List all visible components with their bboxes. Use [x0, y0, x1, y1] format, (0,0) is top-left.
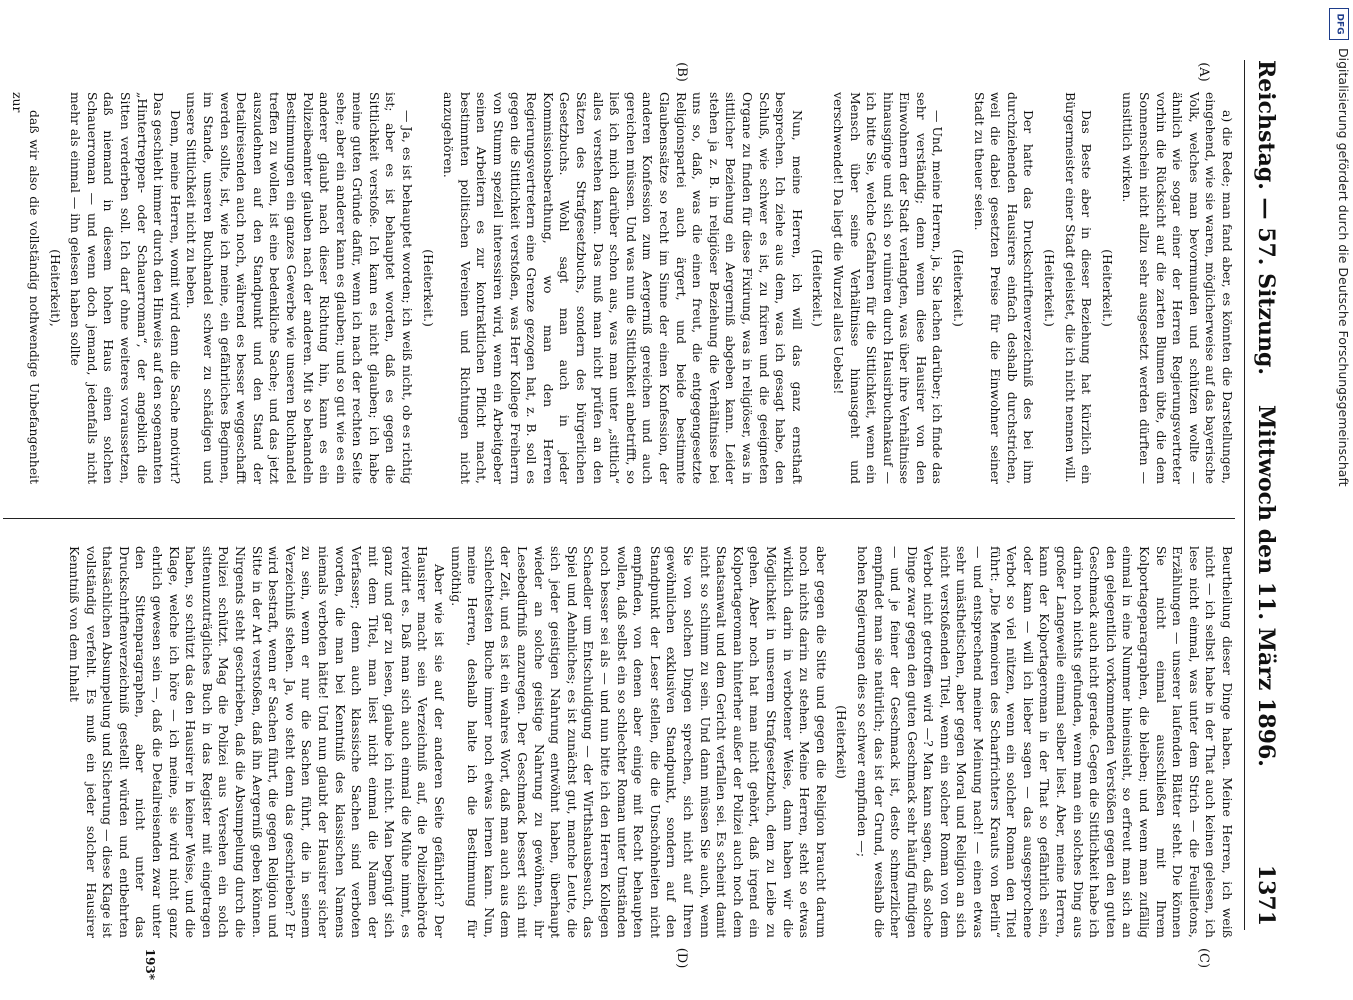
stage-direction: (Heiterkeit.)	[1042, 249, 1058, 327]
page-number: 1371	[1253, 864, 1279, 926]
dfg-logo-text: DFG	[1334, 13, 1345, 35]
paragraph: — Ja, es ist behauptet worden; ich weiß nicht, ob es richtig ist; aber es ist behauptet worden, daß es gegen die Sittlichkeit verstoße. Ich kann es nicht glauben; ich habe meine guten Gründe dafür, wenn ich nach der rechten Seite sehe; aber ein anderer kann es glauben; und so gut wie es ein anderer glaubt nach dieser Richtung hin, kann es ein Polizeibeamter glauben nach der anderen. Mit so behandeln Bestimmungen ein ganzes Gewerbe wie unseren Buchhandel treffen zu wollen, ist eine bedenkliche Sache; und das jetzt auszudehnen auf den Standpunkt und den Stand der Detailreisenden auch noch, während es besser weggeschafft werden sollte, ist, wie ich meine, ein gefährliches Beginnen, im Stande, unseren Buchhandel schwer zu schädigen und unsere Sittlichkeit nicht zu heben.	[184, 92, 416, 484]
margin-marker-d: (D)	[674, 947, 689, 969]
dfg-logo	[1329, 8, 1349, 40]
paragraph: Aber wie ist sie auf der anderen Seite gefährlich? Der Hausirer macht sein Verzeichniß auf, die Polizeibehörde revidirt es. Daß man sich auch einmal die Mühe nimmt, es ganz und gar zu lesen, glaube ich nicht. Man begnügt sich mit dem Titel, man liest nicht einmal die Namen der Verfasser; denn auch klassische Sachen sind verboten worden, die man bei Kenntniß des klassischen Namens niemals verboten hätte! Und nun glaubt der Hausirer sicher zu sein, wenn er nur die Sachen führt, die in seinem Verzeichniß stehen. Ja, wo steht denn das geschrieben? Er wird bestraft, wenn er Sachen führt, die gegen Religion und Sitte in der Art verstoßen, daß ihn Aergerniß geben können. Nirgends steht geschrieben, daß die Absumpelung durch die Polizei schützt. Mag die Polizei aus Versehen ein solch sittenunzuträgliches Buch in das Register mit eingetragen haben, so schützt das den Hausirer in keiner Weise, und die Klage, welche ich höre — ich meine, sie wird nicht ganz ehrlich gewesen sein —, daß die Detailreisenden zwar unter den Sittenparagraphen, aber nicht unter das Druckschriftenverzeichniß gestellt würden und entbehrten thatsächlichen Absumpelung und Sicherung — diese Klage ist vollständig verfehlt. Es muß ein jeder solcher Hausirer Kenntniß von dem Inhalt	[67, 546, 448, 938]
margin-marker-a: (A)	[1196, 62, 1211, 82]
paragraph: daß wir also die vollständig nothwendige Unbefangenheit zur	[10, 92, 43, 484]
running-header	[1244, 60, 1285, 930]
digitization-strip	[1323, 0, 1353, 1000]
stage-direction: (Heiterkeit.)	[951, 249, 967, 327]
sheet-mark: 193*	[143, 948, 157, 980]
stage-direction: (Heiterkeit.)	[1099, 249, 1115, 327]
session-date: Mittwoch den 11. März 1896.	[1253, 405, 1279, 767]
margin-marker-b: (B)	[674, 62, 689, 82]
paragraph: Nun, meine Herren, ich will das ganz ernsthaft besprechen. Ich ziehe aus dem, was ich gesagt habe, den Schluß, wie schwer es ist, zu fixiren und die geeigneten Organe zu finden für diese Fixirung, was in religiöser, was in sittlicher Beziehung ein Aergerniß abgeben kann. Leider stehen ja z. B. in religiöser Beziehung die Verhältnisse bei uns so, daß, was die einen freut, die entgegengesetzte Religionspartei auch ärgert, und beide bestimmte Glaubenssätze so recht im Sinne der einen Konfession, der anderen Konfession zum Aergerniß gereichen und auch gereichen müssen. Und was nun die Sittlichkeit anbetrifft, so ließ ich mich darüber schon aus, was man unter „sittlich“ alles verstehen kann. Das muß man nicht prüfen an den Sätzen des Strafgesetzbuchs, sondern des bürgerlichen Gesetzbuchs. Wohl sagt man auch in jeder Kommissionsberathung, wo man den Herren Regierungsvertretern eine Grenze gezogen hat, z. B. soll es gegen die Sittlichkeit verstoßen, was Herr Kollege Freiherrn von Stumm speziell interessiren wird, wenn ein Arbeitgeber seinen Arbeitern es zur kontraktlichen Pflicht macht, bestimmten politischen Vereinen und Richtungen nicht anzugehören.	[441, 92, 805, 484]
paragraph: Beurtheilung dieser Dinge haben. Meine Herren, ich weiß nicht — ich selbst habe in der That auch keinen gelesen, ich lese nicht einmal, was unter dem Strich — die Feuilletons, Erzählungen — unserer laufenden Blätter steht. Die können Sie nicht einmal ausschließen mit Ihrem Kolportageparagraphen, die bleiben; und wenn man zufällig einmal in eine Nummer hineinsieht, so erfreut man sich an den gelegentlich vorkommenden Verstößen gegen den guten Geschmack auch nicht gerade. Gegen die Sittlichkeit habe ich darin noch nichts gefunden, wenn man ein solches Ding aus großer Langeweile einmal selber liest. Aber, meine Herren, kann der Kolportageroman in der That so gefährlich sein, oder kann — will ich lieber sagen — das ausgesprochene Verbot so viel nützen, wenn ein solcher Roman den Titel führt: „Die Memoiren des Scharfrichters Krauts von Berlin“ — und entsprechend meiner Meinung nach! — einen etwas sehr unästhetischen, aber gegen Moral und Religion an sich nicht verstoßenden Titel, wenn ein solcher Roman von dem Verbot nicht getroffen wird —? Man kann sagen, daß solche Dinge zwar gegen den guten Geschmack sehr häufig fündigen — und je feiner der Geschmack ist, desto schmerzlicher empfindet man sie natürlich; das ist der Grund, weshalb die hohen Regierungen dies so schwer empfinden —;	[854, 546, 1235, 938]
column-rule	[3, 518, 1235, 519]
left-column	[5, 92, 1235, 484]
stage-direction: (Heiterkeit)	[834, 705, 850, 779]
paragraph: Denn, meine Herren, womit wird denn die Sache motivirt? Das geschieht immer durch den Hinweis auf den sogenannten „Hintertreppen- oder Schauerroman“, der angeblich die Sitten verderben soll. Ich darf ohne weiteres voraussetzen, daß niemand in diesem hohen Haus einen solchen Schauerroman — und wenn doch jemand, jedenfalls nicht mehr als einmal — ihn gelesen haben sollte	[68, 92, 183, 484]
paragraph: aber gegen die Sitte und gegen die Religion braucht darum noch nichts darin zu stehen. Meine Herren, steht so etwas wirklich darin in verbotener Weise, dann haben wir die Möglichkeit in unserem Strafgesetzbuch, dem zu Leibe zu gehen. Aber noch hat man nicht gehört, daß irgend ein Kolportageroman hinterher außer der Polizei auch noch dem Staatsanwalt und dem Gericht verfallen sei. Es scheint damit nicht so schlimm zu sein. Und dann müssen Sie auch, wenn Sie von solchen Dingen sprechen, sich nicht auf Ihren gewöhnlichen exklusiven Standpunkt, sondern auf den Standpunkt der Leser stellen, die die Unschönheiten nicht empfinden, von denen aber einige mit Recht behaupten wollen, daß selbst ein so schlechter Roman unter Umständen noch besser sei als — und nun bitte ich den Herren Kollegen Schaedler um Entschuldigung — der Wirthshausbesuch, das Spiel und Aehnliches; es ist zunächst gut, manche Leute, die sich jeder geistigen Nahrung entwöhnt haben, überhaupt wieder an solche geistige Nahrung zu gewöhnen, ihr Lesebedürfniß anzuregen. Der Geschmack bessert sich mit der Zeit, und es ist ein wahres Wort, daß man auch aus dem schlechtesten Buche immer noch etwas lernen kann. Nun, meine Herren, deshalb halte ich die Bestimmung für unnöthig.	[448, 546, 829, 938]
paragraph: a) die Rede; man fand aber, es könnten die Darstellungen, eingehend, wie sie waren, möglicherweise auf das bayerische Volk, welches man bevormunden und schützen wollte — ähnlich wie sogar einer der Herren Regierungsvertreter vorhin die Rücksicht auf die zarten Blumen übte, die dem Sonnenschein nicht allzu sehr ausgesetzt werden dürften — unsittlich wirken.	[1120, 92, 1235, 484]
paragraph: Das Beste aber in dieser Beziehung hat kürzlich ein Bürgermeister einer Stadt geleistet, die ich nicht nennen will.	[1062, 92, 1095, 484]
paragraph: — Und, meine Herren, ja, Sie lachen darüber; ich finde das sehr verständig; denn wenn diese Hausirer von den Einwohnern der Stadt verlangten, was über ihre Verhältnisse hinausginge und sich so ruiniren durch Hausirbuchankauf — ich bitte Sie, welche Gefahren für die Sittlichkeit, wenn ein Mensch über seine Verhältnisse hinausgeht und verschwendet! Da liegt die Wurzel alles Uebels!	[830, 92, 946, 484]
paragraph: Der hatte das Druckschriftenverzeichniß des bei ihm durchziehenden Hausirers einfach deshalb durchstrichen, weil die dabei gesetzten Preise für die Einwohner seiner Stadt zu theuer seien.	[971, 92, 1037, 484]
margin-marker-c: (C)	[1196, 947, 1211, 969]
session-title: Reichstag. — 57. Sitzung.	[1253, 60, 1279, 376]
digitization-credit: Digitalisierung gefördert durch die Deutsche Forschungsgemeinschaft	[1336, 48, 1351, 487]
stage-direction: (Heiterkeit.)	[810, 249, 826, 327]
stage-direction: (Heiterkeit),	[47, 249, 63, 327]
right-column	[5, 546, 1235, 938]
stage-direction: (Heiterkeit.)	[420, 249, 436, 327]
